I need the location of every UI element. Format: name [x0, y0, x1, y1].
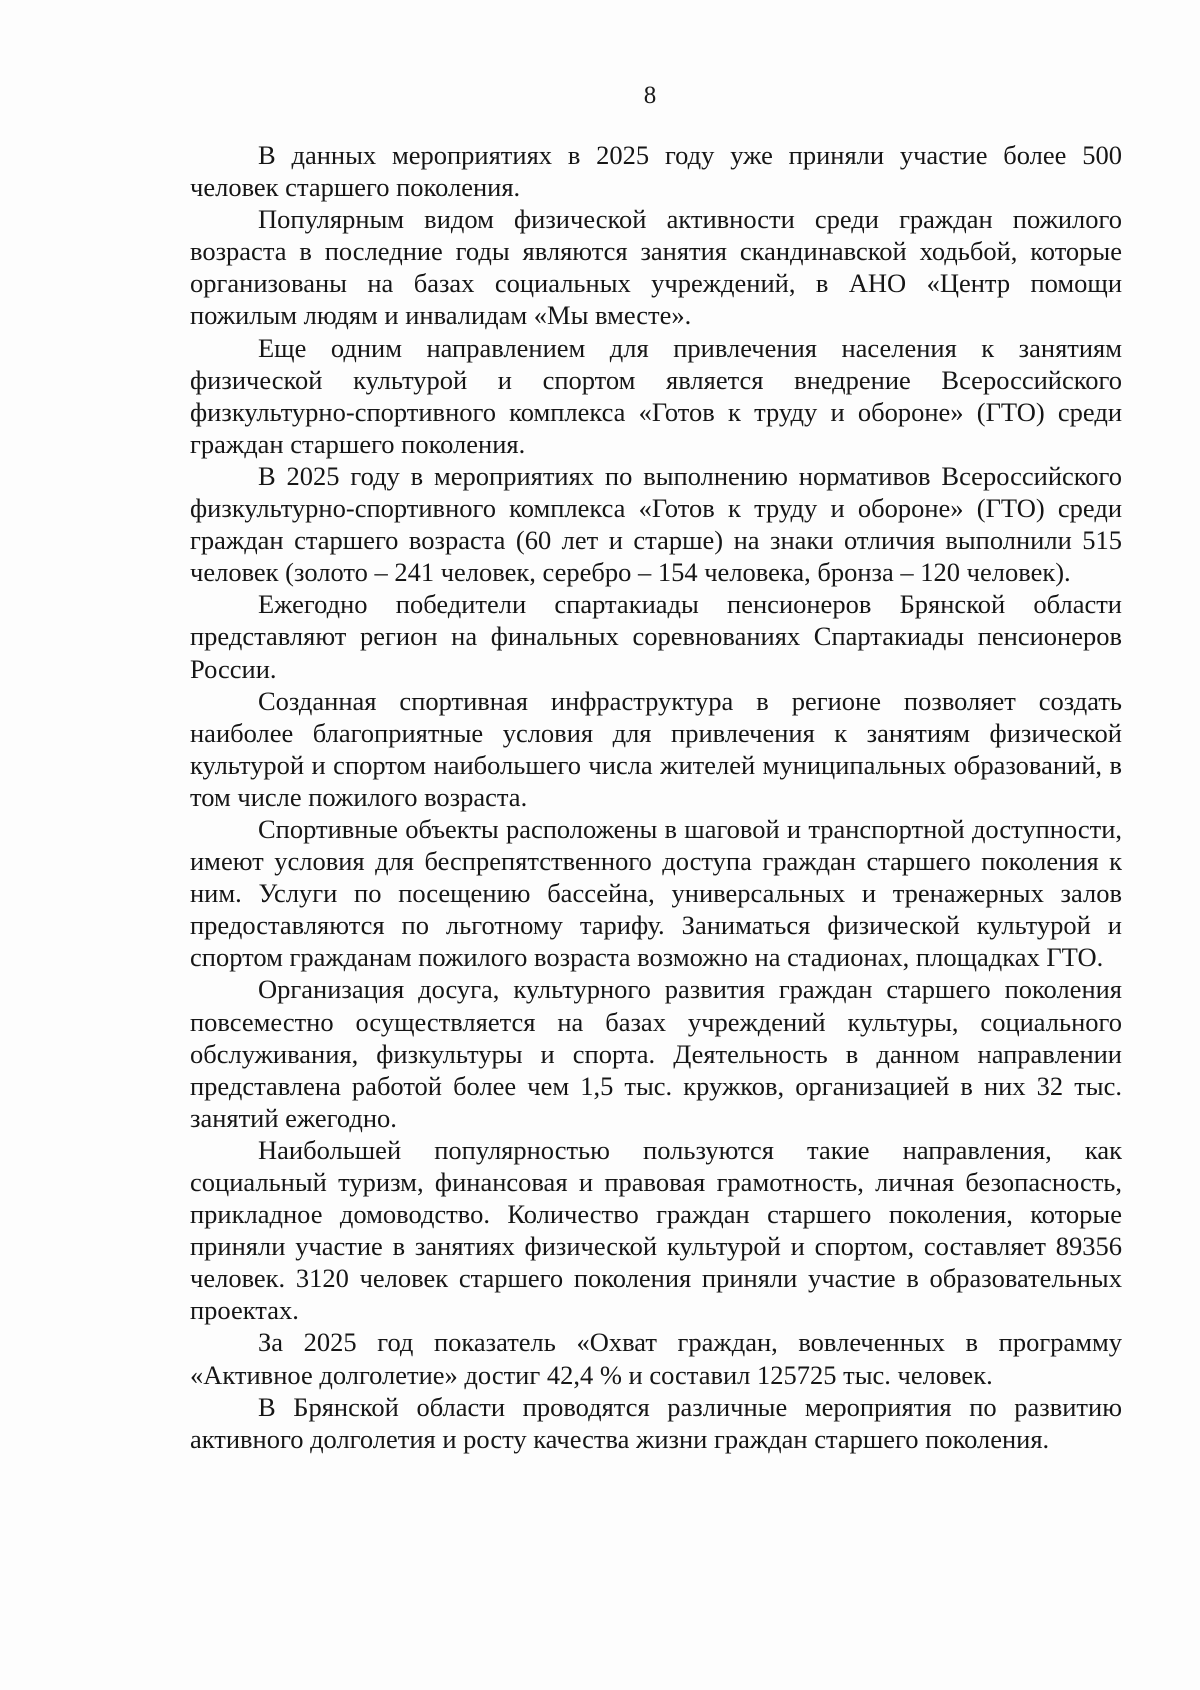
paragraph: Созданная спортивная инфраструктура в регионе позволяет создать наиболее благоприятные условия для привлечения к занятиям физической культурой и спортом наибольшего числа жителей муниципальных образований, в том числе пожилого возраста. — [190, 685, 1122, 812]
paragraph: Еще одним направлением для привлечения населения к занятиям физической культурой и спортом является внедрение Всероссийского физкультурно-спортивного комплекса «Готов к труду и обороне» (ГТО) среди граждан старшего поколения. — [190, 332, 1122, 459]
paragraph: Организация досуга, культурного развития граждан старшего поколения повсеместно осуществляется на базах учреждений культуры, социального обслуживания, физкультуры и спорта. Деятельность в данном направлении представлена работой более чем 1,5 тыс. кружков, организацией в них 32 тыс. занятий ежегодно. — [190, 974, 1122, 1133]
page-number: 8 — [643, 82, 657, 109]
document-body — [190, 139, 1122, 1455]
paragraph: Спортивные объекты расположены в шаговой и транспортной доступности, имеют условия для беспрепятственного доступа граждан старшего поколения к ним. Услуги по посещению бассейна, универсальных и тренажерных залов предоставляются по льготному тарифу. Заниматься физической культурой и спортом гражданам пожилого возраста возможно на стадионах, площадках ГТО. — [190, 813, 1122, 973]
paragraph: В Брянской области проводятся различные мероприятия по развитию активного долголетия и росту качества жизни граждан старшего поколения. — [190, 1391, 1122, 1454]
paragraph: Популярным видом физической активности среди граждан пожилого возраста в последние годы являются занятия скандинавской ходьбой, которые организованы на базах социальных учреждений, в АНО «Центр помощи пожилым людям и инвалидам «Мы вместе». — [190, 204, 1122, 331]
paragraph: В данных мероприятиях в 2025 году уже приняли участие более 500 человек старшего поколения. — [190, 140, 1122, 203]
paragraph: Ежегодно победители спартакиады пенсионеров Брянской области представляют регион на финальных соревнованиях Спартакиады пенсионеров России. — [190, 589, 1122, 684]
paragraph: В 2025 году в мероприятиях по выполнению нормативов Всероссийского физкультурно-спортивного комплекса «Готов к труду и обороне» (ГТО) среди граждан старшего возраста (60 лет и старше) на знаки отличия выполнили 515 человек (золото – 241 человек, серебро – 154 человека, бронза – 120 человек). — [190, 460, 1122, 588]
paragraph: Наибольшей популярностью пользуются такие направления, как социальный туризм, финансовая и правовая грамотность, личная безопасность, прикладное домоводство. Количество граждан старшего поколения, которые приняли участие в занятиях физической культурой и спортом, составляет 89356 человек. 3120 человек старшего поколения приняли участие в образовательных проектах. — [190, 1134, 1122, 1326]
paragraph: За 2025 год показатель «Охват граждан, вовлеченных в программу «Активное долголетие» достиг 42,4 % и составил 125725 тыс. человек. — [190, 1327, 1122, 1390]
